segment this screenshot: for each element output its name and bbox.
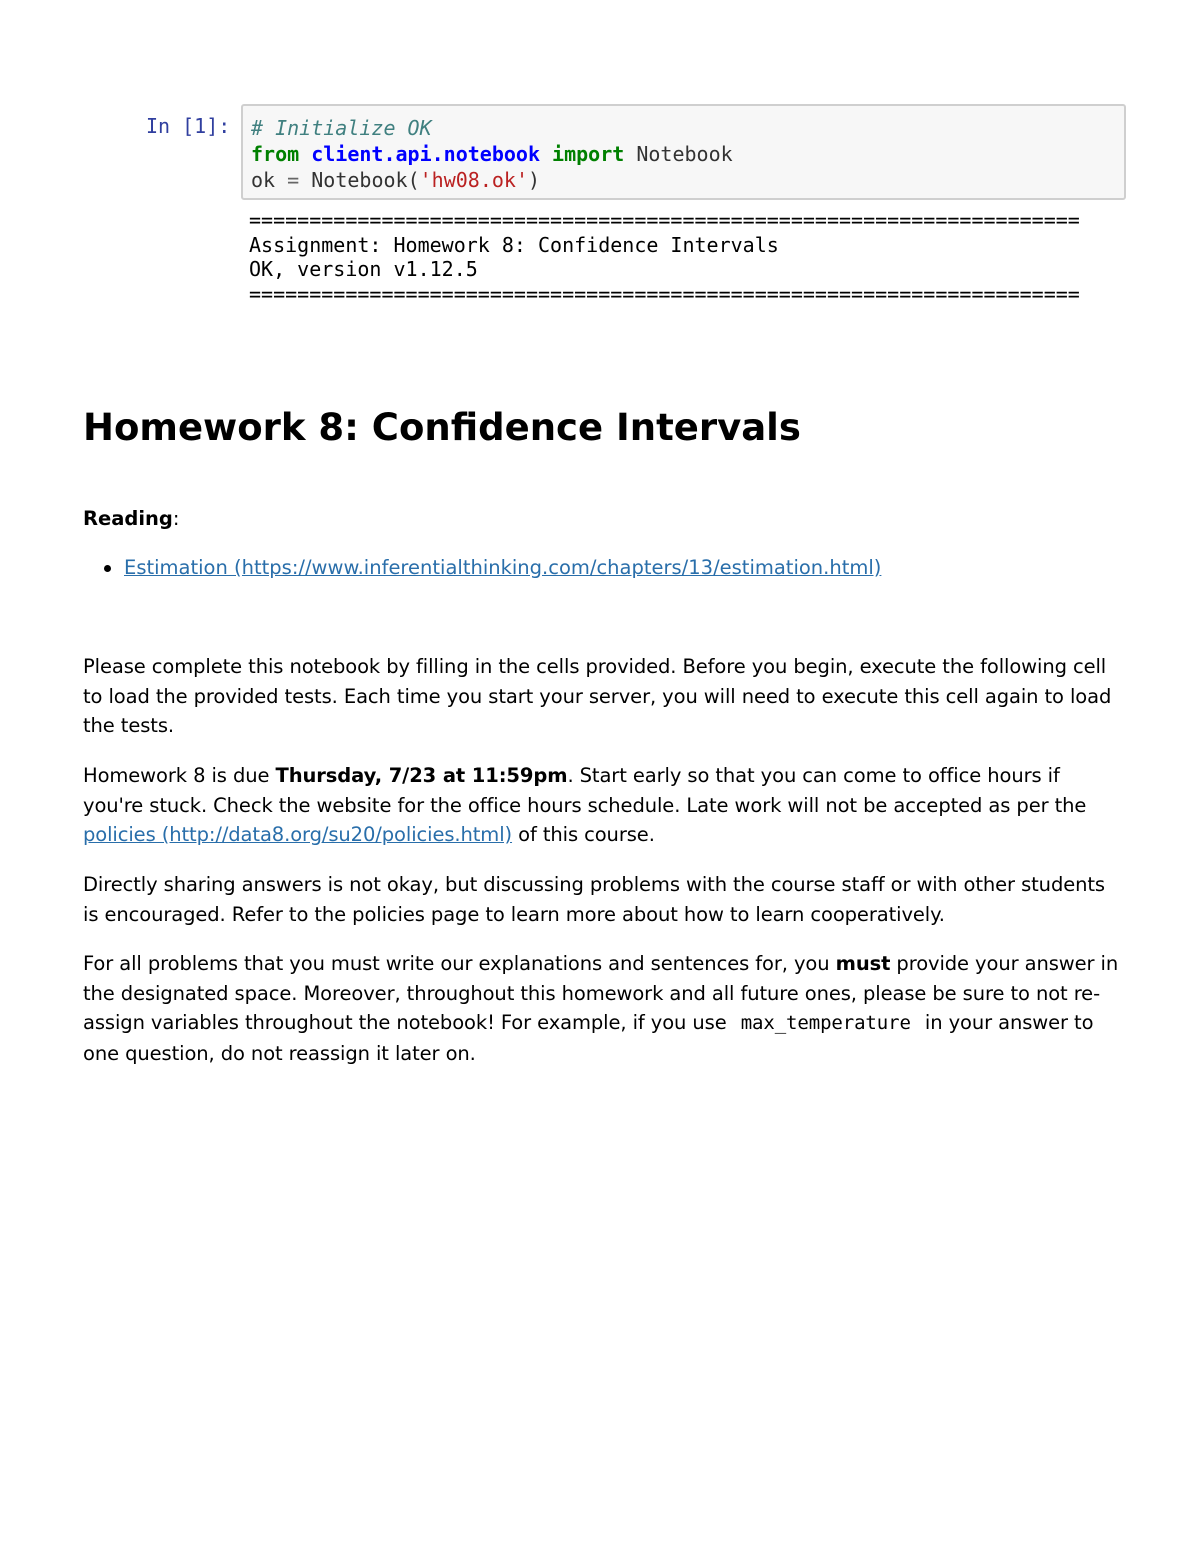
due-text-pre: Homework 8 is due [83, 764, 276, 787]
assign-operator: = [287, 168, 300, 192]
output-line: ===================================================================== [249, 208, 1080, 232]
due-text-post: of this course. [512, 823, 655, 847]
intro-paragraph: Please complete this notebook by filling in the cells provided. Before you begin, execute the following cell to load the provided tests. Each time you start your server, you will need to execute this cell again to load the tests. [83, 655, 1112, 738]
call-name: Notebook( [311, 168, 420, 192]
page-title: Homework 8: Confidence Intervals [83, 406, 801, 449]
due-text-mid: . Start early so that you can come to office hours if you're stuck. Check the website for the office hours schedule. Late work will not be accepted as per the [83, 764, 1087, 817]
due-date: Thursday, 7/23 at 11:59pm [275, 764, 568, 787]
instructions-mid: provide your answer in the designated space. Moreover, throughout this homework and all future ones, please be sure to not re-assign variables throughout the notebook! For example, if you use [83, 952, 1119, 1035]
input-prompt: In [1]: [146, 114, 231, 138]
instructions-post: in your answer to one question, do not reassign it later on. [83, 1011, 1094, 1066]
instructions-pre: For all problems that you must write our explanations and sentences for, you [83, 952, 836, 975]
instructions-bold: must [835, 952, 891, 975]
list-item [124, 553, 881, 583]
output-line: ===================================================================== [249, 281, 1080, 306]
reading-label: Reading [83, 507, 173, 530]
variable-name-code: max_temperature [740, 1012, 911, 1035]
call-close: ) [527, 168, 541, 192]
reading-colon: : [172, 507, 180, 530]
collaboration-paragraph: Directly sharing answers is not okay, but discussing problems with the course staff or with other students is encouraged. Refer to the policies page to learn more about how to learn cooperatively. [83, 873, 1105, 926]
keyword-import: import [552, 142, 625, 166]
policies-link[interactable]: policies (http://data8.org/su20/policies.html) [83, 823, 513, 847]
assign-target: ok [251, 168, 276, 192]
call-argument: 'hw08.ok' [419, 168, 528, 192]
code-comment: # Initialize OK [251, 116, 432, 140]
instructions-paragraph [83, 949, 1123, 1069]
module-name: client.api.notebook [311, 142, 540, 166]
reading-heading [83, 504, 1123, 534]
keyword-from: from [251, 142, 300, 166]
output-line: OK, version v1.12.5 [249, 257, 478, 281]
bullet-icon [104, 565, 111, 572]
due-date-paragraph [83, 761, 1123, 850]
cell-output [249, 208, 1119, 306]
code-input[interactable] [241, 104, 1126, 200]
reading-list [124, 553, 881, 583]
estimation-link[interactable]: Estimation (https://www.inferentialthinking.com/chapters/13/estimation.html) [124, 556, 882, 579]
output-line: Assignment: Homework 8: Confidence Intervals [249, 232, 779, 257]
imported-name: Notebook [636, 142, 733, 166]
